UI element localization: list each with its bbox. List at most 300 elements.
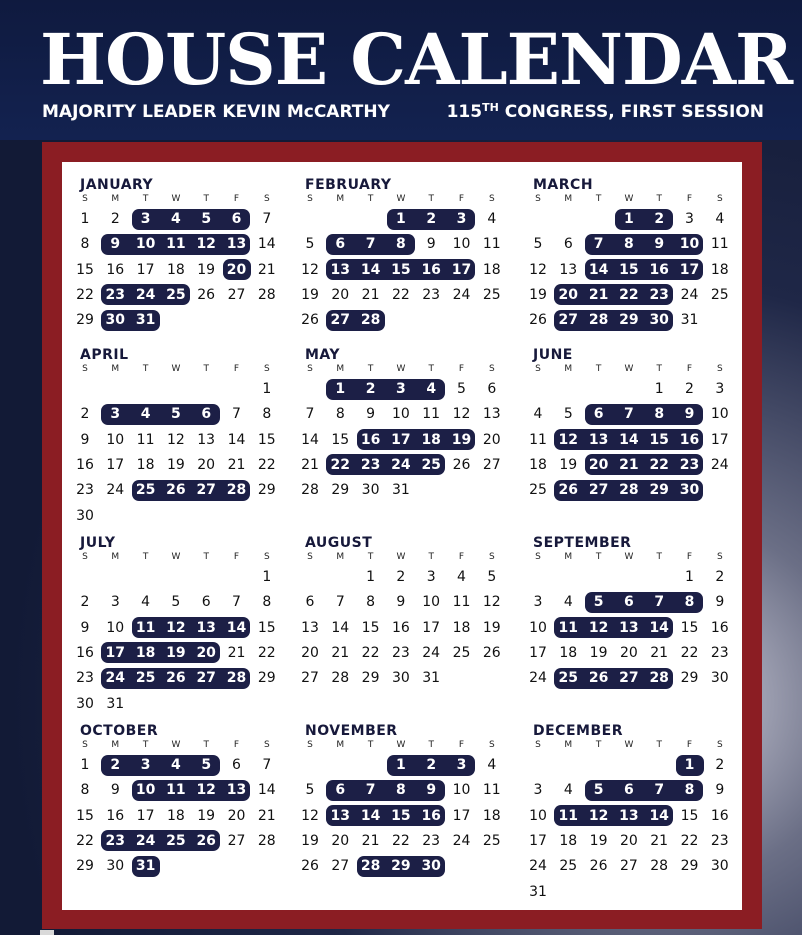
- session-day: 13: [330, 261, 351, 278]
- weekday-header: T: [656, 740, 662, 750]
- session-day: 14: [226, 619, 247, 636]
- weekday-header: T: [142, 552, 149, 562]
- session-day: 18: [135, 644, 156, 661]
- calendar-day: 19: [301, 832, 319, 849]
- weekday-header: F: [458, 740, 465, 750]
- calendar-day: 28: [301, 482, 319, 499]
- session-day: 25: [166, 286, 186, 303]
- session-day: 5: [201, 757, 212, 773]
- month-name: MARCH: [533, 177, 594, 193]
- congress-number: 115: [446, 102, 483, 122]
- session-day: 11: [135, 619, 156, 636]
- calendar-day: 30: [391, 670, 410, 687]
- calendar-day: 1: [654, 381, 664, 397]
- calendar-day: 30: [76, 507, 94, 524]
- weekday-header: T: [428, 740, 434, 750]
- weekday-header: T: [428, 552, 434, 562]
- weekday-header: T: [203, 552, 209, 562]
- calendar-day: 30: [710, 670, 729, 687]
- calendar-day: 8: [262, 406, 272, 423]
- calendar-day: 4: [457, 569, 466, 585]
- month-name: MAY: [305, 347, 341, 363]
- session-day: 31: [135, 858, 156, 875]
- weekday-header: S: [82, 740, 88, 750]
- congress-session-text: CONGRESS, FIRST SESSION: [498, 102, 764, 122]
- session-day: 2: [426, 757, 437, 773]
- weekday-header: T: [142, 740, 149, 750]
- calendar-day: 23: [76, 670, 94, 687]
- session-day: 8: [396, 236, 406, 253]
- session-day: 14: [619, 431, 639, 448]
- calendar-day: 21: [257, 807, 276, 824]
- calendar-day: 17: [710, 431, 729, 448]
- calendar-day: 25: [482, 832, 501, 849]
- calendar-day: 9: [110, 782, 120, 799]
- calendar-day: 26: [301, 858, 319, 875]
- session-day: 7: [624, 406, 634, 423]
- calendar-day: 9: [715, 782, 725, 799]
- calendar-day: 4: [715, 211, 725, 227]
- weekday-header: S: [535, 194, 541, 204]
- weekday-header: S: [82, 552, 88, 562]
- session-day: 30: [105, 312, 126, 329]
- weekday-header: M: [111, 194, 120, 204]
- session-day: 28: [226, 482, 247, 499]
- calendar-day: 10: [529, 807, 547, 824]
- calendar-day: 11: [529, 431, 547, 448]
- calendar-day: 24: [529, 670, 547, 687]
- calendar-day: 19: [301, 286, 319, 303]
- calendar-day: 5: [305, 782, 315, 799]
- calendar-day: 22: [391, 286, 410, 303]
- weekday-header: S: [307, 364, 313, 374]
- calendar-day: 2: [110, 211, 120, 227]
- calendar-day: 5: [533, 236, 543, 253]
- session-day: 1: [396, 757, 406, 773]
- calendar-day: 18: [166, 807, 185, 824]
- calendar-day: 29: [361, 670, 380, 687]
- calendar-day: 19: [559, 456, 578, 473]
- weekday-header: S: [307, 552, 313, 562]
- session-day: 29: [619, 312, 639, 329]
- session-day: 7: [593, 236, 604, 253]
- session-day: 26: [588, 670, 609, 687]
- calendar-day: 24: [106, 482, 125, 499]
- session-day: 3: [456, 211, 467, 227]
- calendar-day: 11: [482, 236, 501, 253]
- session-day: 23: [360, 456, 381, 473]
- calendar-day: 9: [715, 594, 725, 611]
- weekday-header: M: [111, 552, 120, 562]
- calendar-day: 5: [487, 569, 497, 585]
- calendar-day: 28: [257, 286, 276, 303]
- session-day: 14: [649, 807, 669, 824]
- calendar-day: 2: [396, 569, 406, 585]
- session-day: 12: [588, 807, 609, 824]
- page-edge-mark: [40, 930, 54, 935]
- calendar-day: 27: [227, 832, 246, 849]
- calendar-day: 9: [80, 431, 90, 448]
- calendar-day: 21: [361, 832, 380, 849]
- calendar-day: 15: [361, 619, 380, 636]
- calendar-day: 30: [361, 482, 380, 499]
- weekday-header: W: [624, 364, 634, 374]
- session-day: 2: [426, 211, 437, 227]
- calendar-day: 20: [331, 832, 350, 849]
- weekday-header: M: [336, 364, 345, 374]
- session-day: 3: [140, 211, 151, 227]
- congress-ordinal: TH: [482, 101, 499, 114]
- session-day: 25: [421, 456, 441, 473]
- calendar-day: 27: [227, 286, 246, 303]
- session-day: 14: [588, 261, 609, 278]
- session-day: 9: [654, 236, 665, 253]
- calendar-day: 8: [366, 594, 376, 611]
- session-day: 23: [105, 286, 126, 303]
- session-day: 8: [624, 236, 634, 253]
- session-day: 11: [166, 236, 186, 253]
- session-day: 11: [558, 807, 579, 824]
- weekday-header: M: [111, 740, 120, 750]
- session-day: 30: [421, 858, 441, 875]
- weekday-header: T: [656, 194, 662, 204]
- weekday-header: T: [203, 740, 209, 750]
- calendar-day: 23: [710, 644, 729, 661]
- session-day: 23: [679, 456, 700, 473]
- session-day: 27: [196, 482, 216, 499]
- session-day: 20: [588, 456, 609, 473]
- calendar-day: 19: [197, 807, 216, 824]
- session-day: 13: [330, 807, 351, 824]
- session-day: 29: [391, 858, 411, 875]
- calendar-day: 29: [680, 670, 699, 687]
- session-day: 6: [335, 236, 346, 253]
- calendar-day: 26: [529, 312, 547, 329]
- calendar-day: 24: [710, 456, 729, 473]
- session-day: 14: [360, 807, 381, 824]
- weekday-header: S: [716, 364, 723, 374]
- weekday-header: M: [564, 552, 573, 562]
- calendar-day: 9: [426, 236, 436, 253]
- calendar-day: 3: [533, 594, 543, 611]
- calendar-day: 31: [529, 883, 547, 900]
- weekday-header: F: [686, 552, 693, 562]
- session-day: 12: [166, 619, 186, 636]
- calendar-day: 18: [529, 456, 547, 473]
- calendar-day: 15: [76, 807, 94, 824]
- calendar-day: 31: [106, 695, 125, 712]
- session-day: 15: [619, 261, 639, 278]
- session-day: 21: [588, 286, 609, 303]
- calendar-day: 6: [232, 757, 241, 773]
- calendar-day: 10: [710, 406, 729, 423]
- calendar-day: 4: [141, 594, 151, 611]
- calendar-day: 29: [76, 858, 94, 875]
- calendar-day: 18: [482, 261, 501, 278]
- calendar-day: 31: [680, 312, 699, 329]
- calendar-day: 3: [533, 782, 543, 799]
- session-day: 26: [166, 670, 186, 687]
- session-day: 13: [196, 619, 216, 636]
- session-day: 19: [166, 644, 186, 661]
- calendar-day: 15: [257, 431, 276, 448]
- calendar-day: 7: [262, 211, 272, 227]
- calendar-day: 19: [589, 644, 608, 661]
- calendar-day: 15: [331, 431, 350, 448]
- weekday-header: W: [171, 364, 181, 374]
- calendar-day: 19: [197, 261, 216, 278]
- month-name: APRIL: [80, 347, 129, 363]
- session-day: 27: [619, 670, 639, 687]
- session-day: 22: [330, 456, 351, 473]
- session-day: 13: [588, 431, 609, 448]
- calendar-day: 20: [197, 456, 216, 473]
- calendar-day: 26: [589, 858, 608, 875]
- calendar-day: 21: [257, 261, 276, 278]
- calendar-day: 18: [136, 456, 155, 473]
- weekday-header: W: [171, 740, 181, 750]
- calendar-day: 2: [80, 406, 90, 423]
- calendar-day: 21: [227, 644, 246, 661]
- month-name: JUNE: [533, 347, 573, 363]
- weekday-header: M: [564, 740, 573, 750]
- weekday-header: S: [82, 194, 88, 204]
- session-day: 15: [391, 261, 411, 278]
- session-day: 8: [396, 782, 406, 799]
- session-day: 16: [421, 261, 441, 278]
- weekday-header: F: [686, 194, 693, 204]
- calendar-day: 14: [227, 431, 246, 448]
- session-day: 9: [110, 236, 121, 253]
- calendar-day: 19: [166, 456, 185, 473]
- calendar-day: 11: [452, 594, 471, 611]
- weekday-header: T: [367, 740, 374, 750]
- weekday-header: T: [367, 552, 374, 562]
- calendar-day: 21: [650, 644, 669, 661]
- calendar-day: 4: [563, 594, 573, 611]
- calendar-day: 30: [106, 858, 125, 875]
- calendar-day: 13: [301, 619, 319, 636]
- month-name: NOVEMBER: [305, 723, 398, 739]
- session-day: 16: [649, 261, 669, 278]
- session-day: 5: [593, 594, 604, 611]
- calendar-day: 22: [76, 832, 94, 849]
- session-day: 25: [135, 482, 156, 499]
- weekday-header: S: [535, 740, 541, 750]
- session-day: 1: [396, 211, 406, 227]
- weekday-header: T: [428, 194, 434, 204]
- calendar-day: 28: [331, 670, 350, 687]
- weekday-header: F: [233, 552, 240, 562]
- weekday-header: S: [488, 194, 495, 204]
- calendar-day: 27: [619, 858, 638, 875]
- session-day: 26: [166, 482, 186, 499]
- calendar-day: 29: [257, 482, 276, 499]
- calendar-day: 13: [482, 406, 501, 423]
- session-day: 23: [649, 286, 669, 303]
- session-day: 28: [360, 858, 381, 875]
- calendar-day: 15: [680, 619, 699, 636]
- session-day: 3: [456, 757, 467, 773]
- session-day: 20: [196, 644, 216, 661]
- calendar-day: 16: [391, 619, 410, 636]
- calendar-day: 16: [710, 619, 729, 636]
- session-day: 12: [196, 236, 216, 253]
- session-day: 8: [684, 782, 695, 799]
- session-day: 17: [679, 261, 700, 278]
- calendar-day: 27: [301, 670, 319, 687]
- calendar-day: 17: [106, 456, 125, 473]
- weekday-header: T: [656, 552, 662, 562]
- calendar-day: 20: [301, 644, 319, 661]
- session-day: 6: [231, 211, 242, 227]
- calendar-day: 18: [452, 619, 471, 636]
- session-day: 28: [588, 312, 609, 329]
- session-day: 26: [558, 482, 579, 499]
- session-day: 28: [226, 670, 247, 687]
- session-day: 25: [558, 670, 579, 687]
- calendar-day: 18: [559, 644, 578, 661]
- calendar-day: 16: [76, 644, 94, 661]
- calendar-day: 2: [715, 569, 725, 585]
- weekday-header: S: [716, 740, 723, 750]
- weekday-header: F: [233, 740, 240, 750]
- calendar-day: 8: [335, 406, 345, 423]
- session-day: 9: [426, 782, 437, 799]
- calendar-day: 10: [452, 782, 471, 799]
- session-day: 2: [365, 381, 376, 397]
- weekday-header: S: [488, 552, 495, 562]
- session-day: 2: [110, 757, 121, 773]
- calendar-day: 13: [197, 431, 216, 448]
- calendar-day: 12: [529, 261, 547, 278]
- weekday-header: F: [458, 364, 465, 374]
- calendar-day: 14: [257, 236, 276, 253]
- weekday-header: M: [111, 364, 120, 374]
- session-day: 4: [171, 757, 181, 773]
- session-day: 27: [196, 670, 216, 687]
- weekday-header: F: [686, 364, 693, 374]
- calendar-day: 26: [452, 456, 471, 473]
- session-day: 13: [619, 807, 639, 824]
- session-day: 13: [226, 236, 247, 253]
- calendar-day: 9: [396, 594, 406, 611]
- session-day: 17: [451, 261, 472, 278]
- calendar-day: 29: [257, 670, 276, 687]
- calendar-day: 8: [80, 782, 90, 799]
- calendar-day: 17: [452, 807, 471, 824]
- calendar-day: 9: [80, 619, 90, 636]
- calendar-day: 6: [305, 594, 315, 611]
- session-day: 19: [451, 431, 472, 448]
- calendar-day: 17: [529, 644, 547, 661]
- weekday-header: T: [367, 364, 374, 374]
- calendar-day: 21: [301, 456, 319, 473]
- calendar-day: 12: [301, 807, 319, 824]
- calendar-day: 10: [391, 406, 410, 423]
- session-day: 1: [335, 381, 346, 397]
- weekday-header: M: [336, 552, 345, 562]
- session-day: 21: [619, 456, 639, 473]
- calendar-day: 14: [301, 431, 319, 448]
- session-day: 24: [391, 456, 411, 473]
- session-day: 4: [426, 381, 437, 397]
- weekday-header: F: [686, 740, 693, 750]
- calendar-day: 20: [619, 644, 638, 661]
- calendar-day: 11: [710, 236, 729, 253]
- calendar-day: 10: [106, 619, 125, 636]
- calendar-day: 6: [563, 236, 573, 253]
- weekday-header: S: [488, 364, 495, 374]
- calendar-day: 26: [301, 312, 319, 329]
- session-day: 24: [135, 286, 156, 303]
- calendar-day: 11: [422, 406, 441, 423]
- calendar-day: 22: [257, 456, 276, 473]
- session-day: 6: [624, 594, 634, 611]
- session-day: 4: [171, 211, 181, 227]
- session-day: 10: [135, 782, 156, 799]
- session-day: 20: [558, 286, 579, 303]
- calendar-day: 24: [452, 832, 471, 849]
- weekday-header: M: [564, 194, 573, 204]
- calendar-day: 23: [422, 832, 441, 849]
- session-day: 5: [171, 406, 181, 423]
- session-day: 17: [105, 644, 126, 661]
- calendar-day: 6: [487, 381, 497, 397]
- session-day: 3: [396, 381, 406, 397]
- calendar-day: 18: [559, 832, 578, 849]
- session-day: 12: [588, 619, 609, 636]
- calendar-day: 7: [335, 594, 345, 611]
- calendar-day: 12: [301, 261, 319, 278]
- calendar-day: 20: [482, 431, 501, 448]
- weekday-header: S: [82, 364, 88, 374]
- session-day: 5: [593, 782, 604, 799]
- calendar-day: 25: [529, 482, 547, 499]
- session-day: 7: [654, 594, 665, 611]
- page-title: HOUSE CALENDAR: [40, 18, 793, 101]
- calendar-day: 3: [685, 211, 694, 227]
- weekday-header: W: [396, 364, 406, 374]
- calendar-day: 4: [487, 757, 497, 773]
- calendar-day: 26: [197, 286, 216, 303]
- weekday-header: M: [564, 364, 573, 374]
- calendar-day: 3: [110, 594, 120, 611]
- calendar-day: 1: [262, 381, 272, 397]
- calendar-day: 18: [710, 261, 729, 278]
- calendar-day: 24: [452, 286, 471, 303]
- session-day: 8: [684, 594, 695, 611]
- calendar-day: 5: [305, 236, 315, 253]
- majority-leader-label: MAJORITY LEADER KEVIN McCARTHY: [42, 102, 390, 122]
- calendar-day: 16: [106, 261, 125, 278]
- weekday-header: S: [263, 194, 270, 204]
- calendar-day: 25: [482, 286, 501, 303]
- weekday-header: W: [171, 194, 181, 204]
- calendar-day: 4: [533, 406, 543, 423]
- session-day: 6: [335, 782, 346, 799]
- session-day: 28: [619, 482, 639, 499]
- session-day: 7: [365, 236, 376, 253]
- calendar-day: 1: [685, 569, 694, 585]
- calendar-day: 20: [331, 286, 350, 303]
- calendar-day: 4: [563, 782, 573, 799]
- calendar-day: 16: [106, 807, 125, 824]
- session-day: 30: [679, 482, 700, 499]
- calendar-day: 7: [262, 757, 272, 773]
- calendar-day: 15: [680, 807, 699, 824]
- calendar-day: 23: [422, 286, 441, 303]
